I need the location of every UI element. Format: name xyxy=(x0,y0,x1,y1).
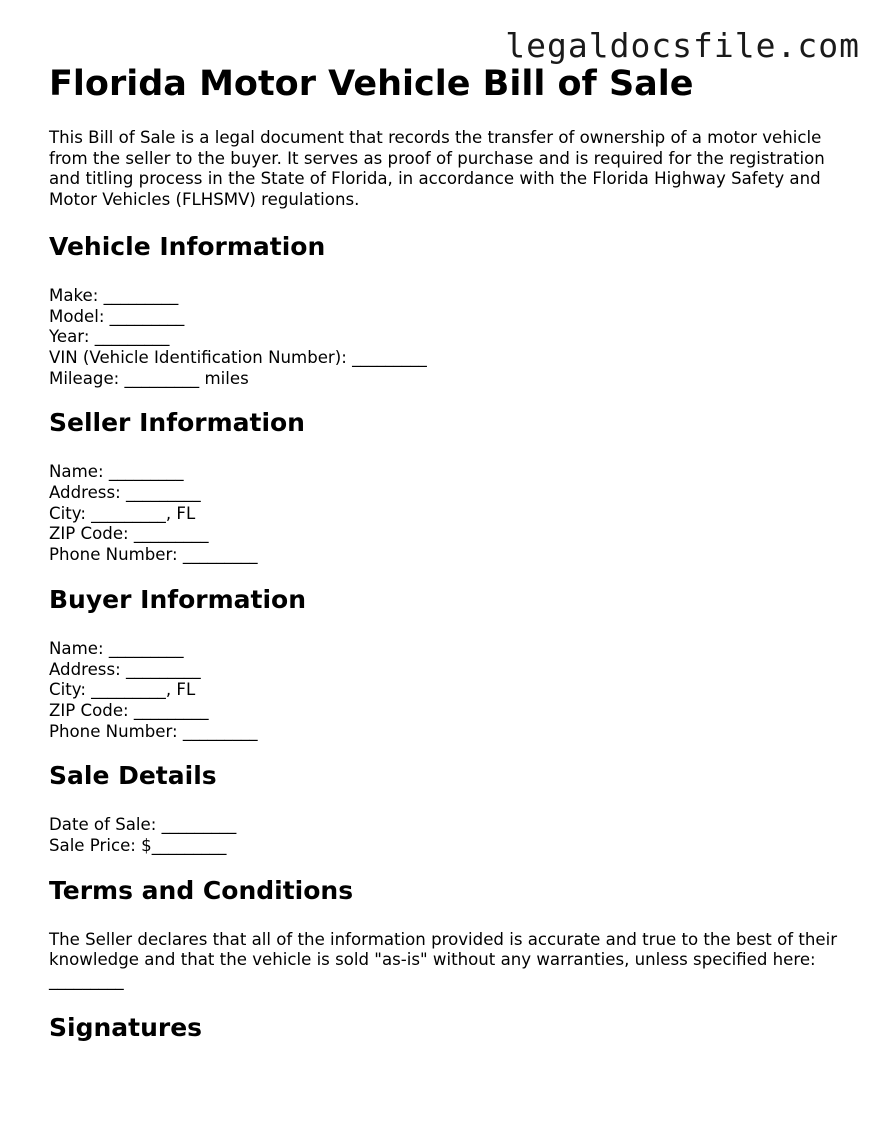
intro-paragraph: This Bill of Sale is a legal document that records the transfer of ownership of a motor vehicle from the seller to the buyer. It serves as proof of purchase and is required for the registration and titling process in the State of Florida, in accordance with the Florida Highway Safety and Motor Vehicles (FLHSMV) regulations. xyxy=(49,128,825,210)
buyer-zip-field: ZIP Code: _________ xyxy=(49,700,209,720)
page-title: Florida Motor Vehicle Bill of Sale xyxy=(49,64,694,104)
seller-city-field: City: _________, FL xyxy=(49,503,196,523)
buyer-address-field: Address: _________ xyxy=(49,659,201,679)
terms-heading: Terms and Conditions xyxy=(49,875,354,905)
sale-heading: Sale Details xyxy=(49,761,217,791)
vehicle-fields xyxy=(49,286,849,390)
watermark: legaldocsfile.com xyxy=(505,26,860,65)
buyer-fields xyxy=(49,639,849,743)
seller-address-field: Address: _________ xyxy=(49,483,201,503)
seller-fields xyxy=(49,462,849,566)
seller-zip-field: ZIP Code: _________ xyxy=(49,524,209,544)
buyer-heading: Buyer Information xyxy=(49,584,307,614)
vin-field: VIN (Vehicle Identification Number): _________ xyxy=(49,347,427,367)
seller-heading: Seller Information xyxy=(49,408,305,438)
signatures-heading: Signatures xyxy=(49,1012,203,1042)
buyer-phone-field: Phone Number: _________ xyxy=(49,721,258,741)
sale-date-field: Date of Sale: _________ xyxy=(49,815,237,835)
sale-price-field: Sale Price: $_________ xyxy=(49,836,227,856)
make-field: Make: _________ xyxy=(49,285,179,305)
terms-paragraph: The Seller declares that all of the information provided is accurate and true to the best of their knowledge and that the vehicle is sold "as-is" without any warranties, unless specified here: _________ xyxy=(49,929,838,991)
vehicle-heading: Vehicle Information xyxy=(49,231,326,261)
year-field: Year: _________ xyxy=(49,327,170,347)
seller-name-field: Name: _________ xyxy=(49,462,184,482)
seller-phone-field: Phone Number: _________ xyxy=(49,545,258,565)
document xyxy=(49,62,849,1067)
buyer-city-field: City: _________, FL xyxy=(49,680,196,700)
model-field: Model: _________ xyxy=(49,306,185,326)
buyer-name-field: Name: _________ xyxy=(49,638,184,658)
mileage-field: Mileage: _________ miles xyxy=(49,368,249,388)
sale-fields xyxy=(49,815,849,856)
